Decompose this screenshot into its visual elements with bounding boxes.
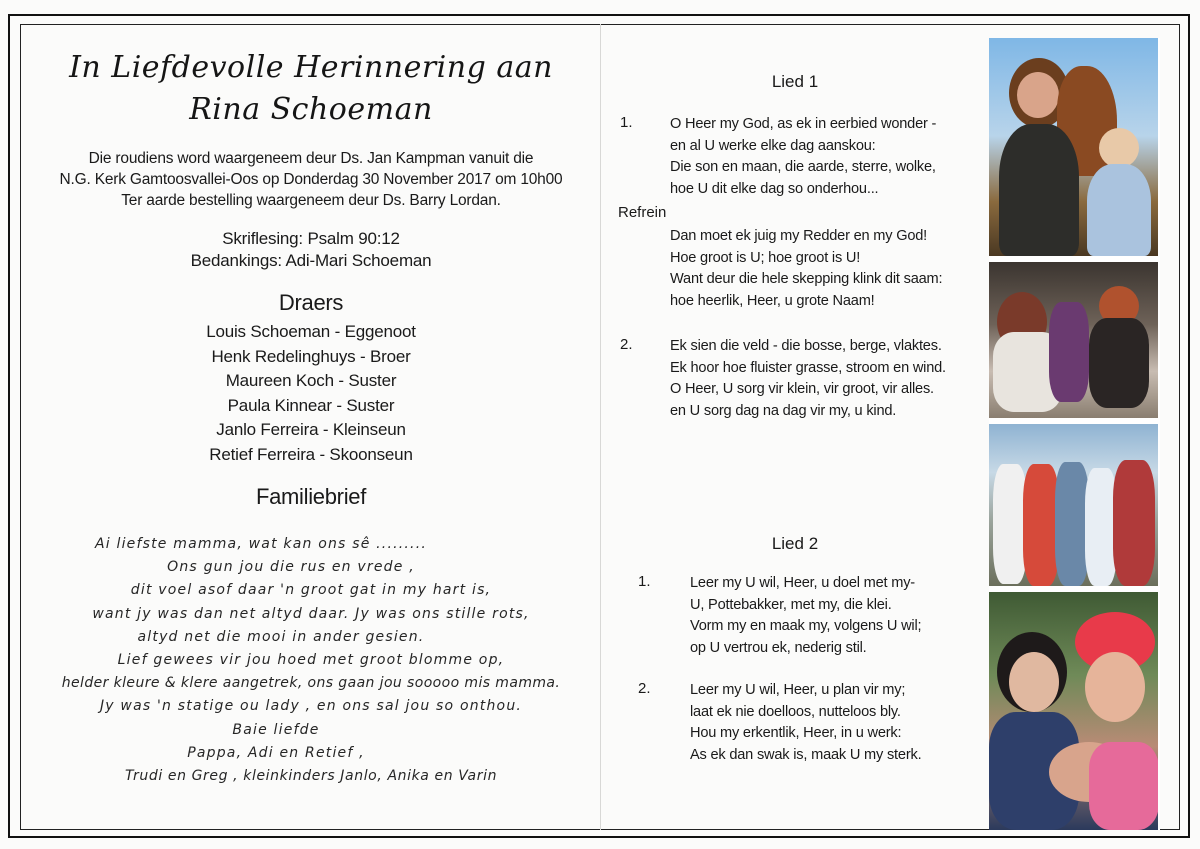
left-page — [22, 28, 600, 828]
draers-heading: Draers — [278, 290, 344, 315]
lied1-verse2-number: 2. — [620, 336, 633, 353]
memorial-title: In Liefdevolle Herinnering aan — [69, 50, 553, 85]
letter-line: Jy was 'n statige ou lady , en ons sal jou so onthou. — [99, 698, 523, 715]
lied1-verse1-number: 1. — [620, 114, 633, 131]
lied2-title: Lied 2 — [771, 534, 819, 553]
verse-line: Vorm my en maak my, volgens U wil; — [690, 618, 922, 634]
draer-item: Retief Ferreira - Skoonseun — [209, 444, 413, 464]
verse-line: op U vertrou ek, nederig stil. — [690, 639, 867, 656]
verse-line: Hoe groot is U; hoe groot is U! — [670, 249, 861, 266]
lied1-verse2 — [670, 336, 946, 422]
draer-item: Paula Kinnear - Suster — [227, 395, 395, 415]
verse-line: hoe U dit elke dag so onderhou... — [670, 180, 879, 197]
verse-line: hoe heerlik, Heer, u grote Naam! — [670, 292, 875, 309]
photo-family-group — [989, 424, 1158, 586]
photo-horse — [989, 38, 1158, 256]
letter-line: Ai liefste mamma, wat kan ons sê ......... — [94, 536, 428, 552]
verse-line: en U sorg dag na dag vir my, u kind. — [670, 402, 897, 419]
draer-item: Janlo Ferreira - Kleinseun — [216, 420, 406, 439]
readings-block — [22, 228, 600, 272]
letter-line: Pappa, Adi en Retief , — [187, 744, 365, 761]
verse-line: Die son en maan, die aarde, sterre, wolke, — [670, 159, 936, 175]
service-intro — [22, 148, 600, 211]
skriflesing: Skriflesing: Psalm 90:12 — [222, 229, 400, 248]
letter-line: want jy was dan net altyd daar. Jy was ons stille rots, — [92, 605, 530, 622]
photo-group-sofa — [989, 262, 1158, 418]
letter-line: Ons gun jou die rus en vrede , — [167, 559, 415, 576]
verse-line: Want deur die hele skepping klink dit saam: — [670, 271, 943, 287]
intro-line: Ter aarde bestelling waargeneem deur Ds. Barry Lordan. — [121, 192, 501, 209]
verse-line: U, Pottebakker, met my, die klei. — [690, 596, 892, 613]
verse-line: laat ek nie doelloos, nutteloos bly. — [690, 703, 901, 720]
intro-line: N.G. Kerk Gamtoosvallei-Oos op Donderdag 30 November 2017 om 10h00 — [59, 171, 563, 188]
letter-line: Lief gewees vir jou hoed met groot blomme op, — [117, 652, 505, 669]
familiebrief-letter — [22, 533, 600, 788]
letter-line: Trudi en Greg , kleinkinders Janlo, Anika en Varin — [124, 768, 498, 785]
verse-line: O Heer, U sorg vir klein, vir groot, vir alles. — [670, 381, 934, 397]
page-fold — [600, 24, 601, 830]
draer-item: Louis Schoeman - Eggenoot — [206, 322, 416, 341]
refrein-label: Refrein — [618, 204, 667, 221]
right-page — [602, 28, 988, 828]
lied2-verse1-number: 1. — [638, 573, 651, 590]
refrein — [670, 226, 942, 312]
intro-line: Die roudiens word waargeneem deur Ds. Jan Kampman vanuit die — [88, 150, 534, 167]
verse-line: Ek hoor hoe fluister grasse, stroom en wind. — [670, 359, 946, 376]
familiebrief-heading: Familiebrief — [255, 484, 367, 509]
letter-line: dit voel asof daar 'n groot gat in my hart is, — [130, 582, 492, 599]
verse-line: en al U werke elke dag aanskou: — [670, 137, 876, 154]
verse-line: Dan moet ek juig my Redder en my God! — [670, 228, 928, 244]
letter-line: helder kleure & klere aangetrek, ons gaan jou sooooo mis mamma. — [61, 675, 561, 692]
lied1-title: Lied 1 — [771, 72, 819, 91]
verse-line: Ek sien die veld - die bosse, berge, vlaktes. — [670, 338, 942, 354]
draer-item: Maureen Koch - Suster — [225, 371, 397, 390]
letter-line: Baie liefde — [232, 721, 320, 738]
draers-list — [22, 320, 600, 467]
verse-line: As ek dan swak is, maak U my sterk. — [690, 746, 922, 763]
lied2-verse1 — [690, 573, 921, 659]
draer-item: Henk Redelinghuys - Broer — [211, 346, 411, 366]
verse-line: O Heer my God, as ek in eerbied wonder - — [670, 116, 937, 132]
deceased-name: Rina Schoeman — [189, 92, 433, 127]
verse-line: Hou my erkentlik, Heer, in u werk: — [690, 725, 902, 741]
lied2-verse2 — [690, 680, 921, 766]
verse-line: Leer my U wil, Heer, u plan vir my; — [690, 682, 906, 698]
bedankings: Bedankings: Adi-Mari Schoeman — [190, 251, 432, 270]
verse-line: Leer my U wil, Heer, u doel met my- — [690, 575, 915, 591]
photo-closeup — [989, 592, 1158, 830]
lied1-verse1 — [670, 114, 936, 200]
photo-strip — [989, 38, 1160, 830]
letter-line: altyd net die mooi in ander gesien. — [137, 628, 425, 645]
lied2-verse2-number: 2. — [638, 680, 651, 697]
